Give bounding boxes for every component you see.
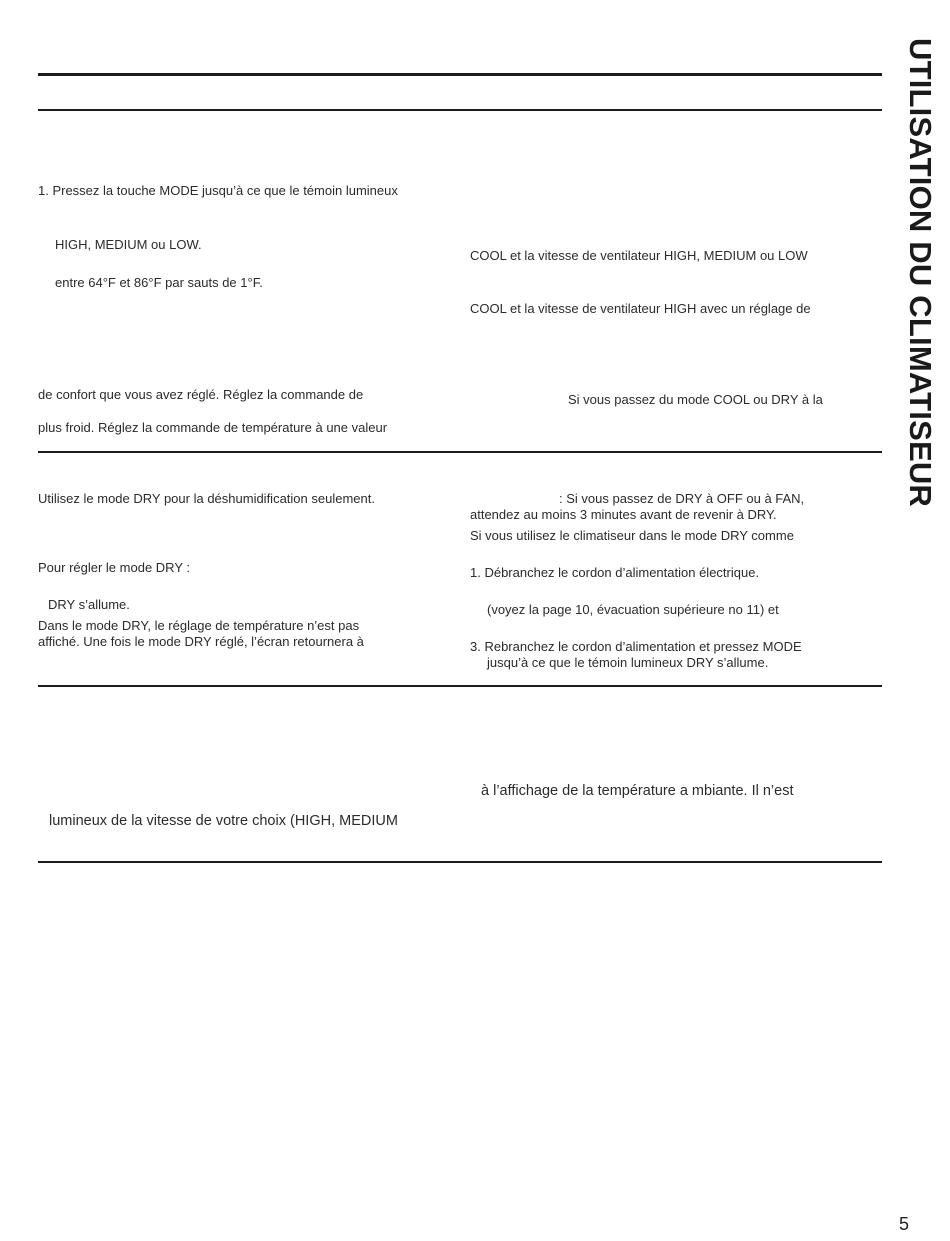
side-title: UTILISATION DU CLIMATISEUR: [903, 38, 938, 508]
fan-display-text: à l’affichage de la température a mbiante. Il n’est: [481, 783, 794, 799]
dry-howto-heading: Pour régler le mode DRY :: [38, 560, 190, 575]
dry-intro: Utilisez le mode DRY pour la déshumidification seulement.: [38, 491, 375, 506]
dry-indicator-text: DRY s’allume.: [48, 597, 130, 612]
cool-right-line-3: Si vous passez du mode COOL ou DRY à la: [568, 392, 823, 407]
top-rule-thick: [38, 73, 882, 76]
header-rule: [38, 109, 882, 111]
dry-note-line-2: affiché. Une fois le mode DRY réglé, l’écran retournera à: [38, 634, 364, 649]
cool-fan-speeds: HIGH, MEDIUM ou LOW.: [55, 237, 202, 252]
cool-comfort-text: de confort que vous avez réglé. Réglez la commande de: [38, 387, 364, 402]
section-divider-cool-dry: [38, 451, 882, 453]
section-divider-fan-end: [38, 861, 882, 863]
dry-step-1: 1. Débranchez le cordon d’alimentation électrique.: [470, 565, 760, 580]
dry-caution-line-1: : Si vous passez de DRY à OFF ou à FAN,: [559, 491, 805, 506]
dry-note-line-1: Dans le mode DRY, le réglage de température n’est pas: [38, 618, 360, 633]
cool-colder-text: plus froid. Réglez la commande de température à une valeur: [38, 420, 388, 435]
dry-caution-line-2: attendez au moins 3 minutes avant de revenir à DRY.: [470, 507, 777, 522]
dry-step-3-cont: jusqu’à ce que le témoin lumineux DRY s’allume.: [487, 655, 769, 670]
fan-speed-text: lumineux de la vitesse de votre choix (HIGH, MEDIUM: [49, 813, 398, 829]
cool-step-1: 1. Pressez la touche MODE jusqu’à ce que le témoin lumineux: [38, 183, 398, 198]
page-number: 5: [899, 1214, 910, 1234]
section-divider-dry-fan: [38, 685, 882, 687]
cool-temp-range: entre 64°F et 86°F par sauts de 1°F.: [55, 275, 263, 290]
cool-right-line-1: COOL et la vitesse de ventilateur HIGH, MEDIUM ou LOW: [470, 248, 808, 263]
dry-step-2: (voyez la page 10, évacuation supérieure no 11) et: [487, 602, 779, 617]
dry-dehumidifier-text: Si vous utilisez le climatiseur dans le mode DRY comme: [470, 528, 794, 543]
cool-right-line-2: COOL et la vitesse de ventilateur HIGH avec un réglage de: [470, 301, 811, 316]
dry-step-3: 3. Rebranchez le cordon d’alimentation et pressez MODE: [470, 639, 802, 654]
